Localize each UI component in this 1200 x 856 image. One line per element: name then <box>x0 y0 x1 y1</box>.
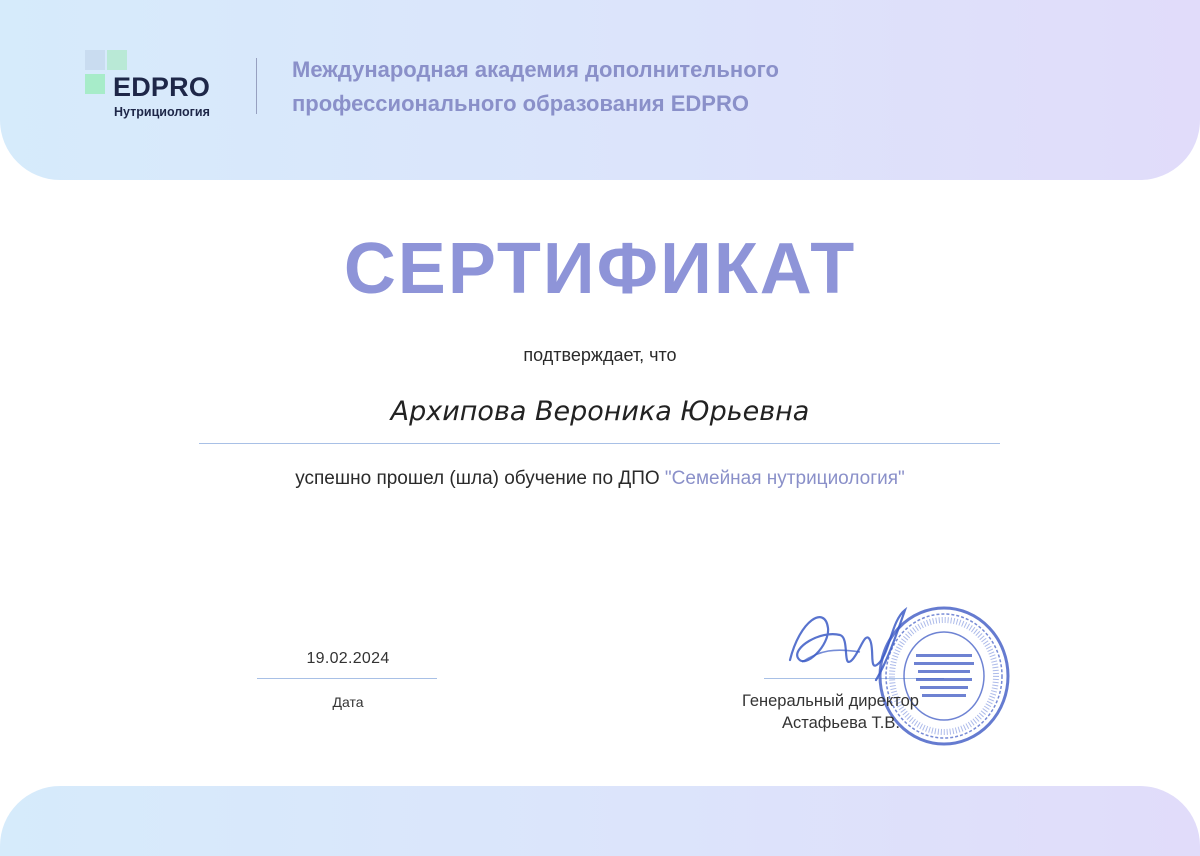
recipient-name: Архипова Вероника Юрьевна <box>390 396 810 427</box>
signatory-name: Астафьева Т.В. <box>782 714 900 732</box>
certificate-title: СЕРТИФИКАТ <box>343 229 857 309</box>
handwritten-signature-icon <box>780 600 920 690</box>
date-underline <box>257 678 437 679</box>
footer-band <box>0 786 1200 856</box>
logo-subtitle: Нутрициология <box>114 105 210 119</box>
signatory-position: Генеральный директор <box>742 692 919 710</box>
name-underline <box>199 443 1000 444</box>
completion-text <box>0 468 1200 490</box>
date-label: Дата <box>332 694 364 710</box>
edpro-logo <box>85 50 235 120</box>
academy-name-line1: Международная академия дополнительного <box>292 57 779 82</box>
logo-wordmark: EDPRO <box>113 72 211 102</box>
logo-square-icon <box>85 50 105 70</box>
confirms-text: подтверждает, что <box>523 345 677 365</box>
academy-name <box>292 53 992 121</box>
course-name: "Семейная нутрициология" <box>664 468 905 489</box>
date-value: 19.02.2024 <box>306 650 390 667</box>
logo-square-icon <box>107 50 127 70</box>
completion-phrase: успешно прошел (шла) обучение по ДПО <box>295 468 660 489</box>
header-divider <box>256 58 257 114</box>
signatory-block <box>742 690 962 734</box>
academy-name-line2: профессионального образования EDPRO <box>292 91 749 116</box>
logo-square-icon <box>85 74 105 94</box>
